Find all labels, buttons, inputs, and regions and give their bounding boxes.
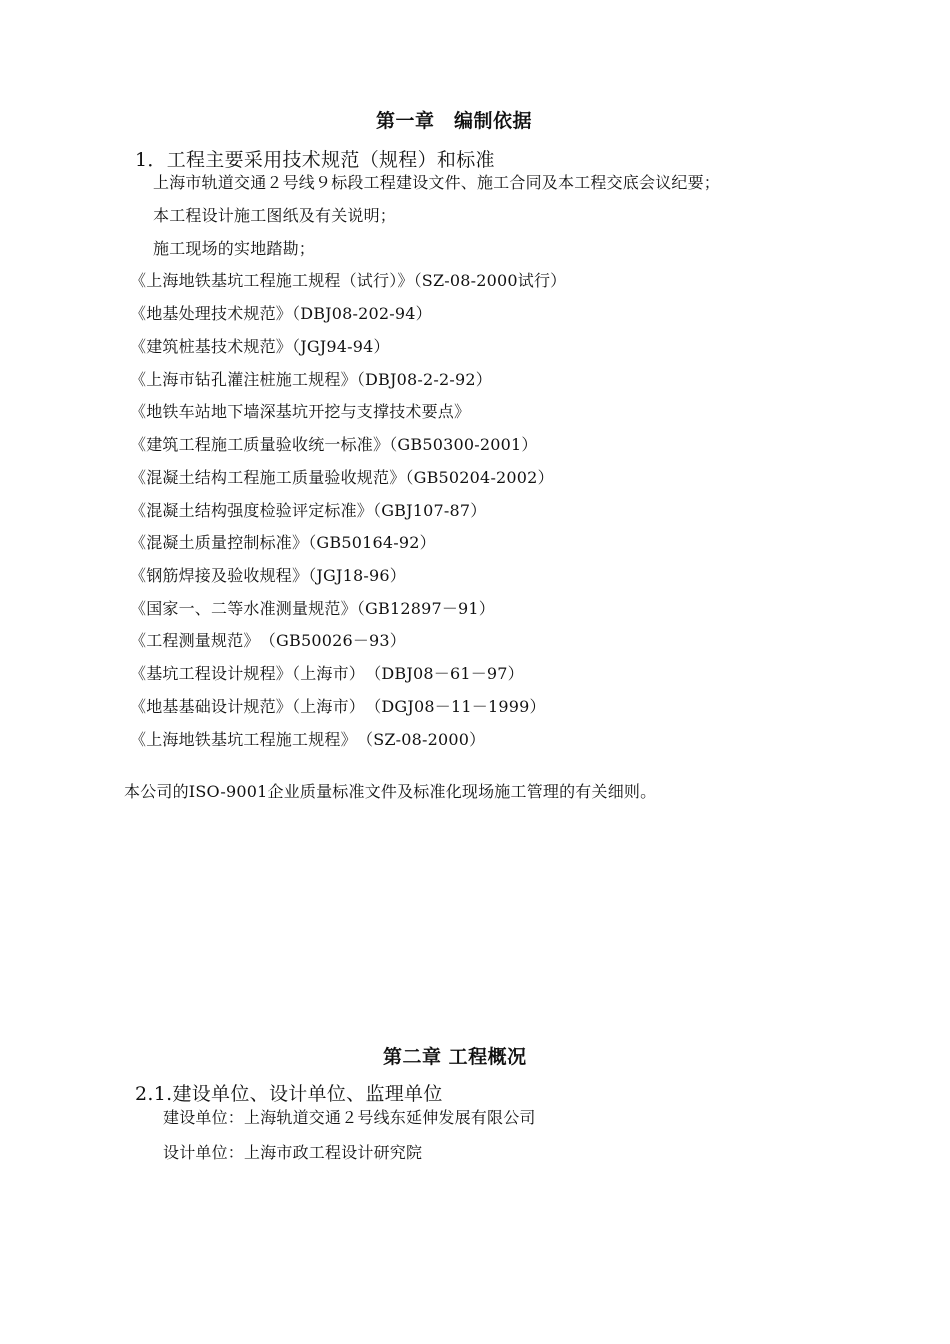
intro-line: 本工程设计施工图纸及有关说明； [153, 206, 397, 225]
standard-item: 《上海地铁基坑工程施工规程》 （SZ-08-2000） [130, 730, 486, 749]
standard-item: 《上海地铁基坑工程施工规程（试行）》（SZ-08-2000试行） [130, 271, 567, 290]
standard-item: 《地铁车站地下墙深基坑开挖与支撑技术要点》 [130, 402, 471, 421]
chapter-2-title: 第二章 工程概况 [383, 1046, 527, 1068]
standard-item: 《地基基础设计规范》（上海市） （DGJ08－11－1999） [130, 697, 546, 716]
design-unit-line: 设计单位：上海市政工程设计研究院 [163, 1143, 423, 1162]
standard-item: 《建筑工程施工质量验收统一标准》（GB50300-2001） [130, 435, 538, 454]
standard-item: 《混凝土结构强度检验评定标准》（GBJ107-87） [130, 501, 487, 520]
standard-item: 《上海市钻孔灌注桩施工规程》（DBJ08-2-2-92） [130, 370, 492, 389]
standard-item: 《工程测量规范》 （GB50026－93） [130, 631, 406, 650]
section-1-title: 1．工程主要采用技术规范（规程）和标准 [135, 149, 495, 171]
section-2-1-title: 2.1.建设单位、设计单位、监理单位 [135, 1083, 443, 1105]
standard-item: 《基坑工程设计规程》（上海市） （DBJ08－61－97） [130, 664, 524, 683]
closing-line: 本公司的ISO-9001企业质量标准文件及标准化现场施工管理的有关细则。 [124, 782, 657, 801]
chapter-1-title: 第一章 编制依据 [376, 110, 533, 132]
standard-item: 《混凝土质量控制标准》（GB50164-92） [130, 533, 436, 552]
standard-item: 《国家一、二等水准测量规范》（GB12897－91） [130, 599, 495, 618]
intro-line: 上海市轨道交通２号线９标段工程建设文件、施工合同及本工程交底会议纪要； [153, 173, 721, 192]
standard-item: 《钢筋焊接及验收规程》（JGJ18-96） [130, 566, 406, 585]
standard-item: 《地基处理技术规范》（DBJ08-202-94） [130, 304, 432, 323]
construction-unit-line: 建设单位：上海轨道交通２号线东延伸发展有限公司 [163, 1108, 536, 1127]
standard-item: 《混凝土结构工程施工质量验收规范》（GB50204-2002） [130, 468, 554, 487]
standard-item: 《建筑桩基技术规范》（JGJ94-94） [130, 337, 390, 356]
intro-line: 施工现场的实地踏勘； [153, 239, 316, 258]
